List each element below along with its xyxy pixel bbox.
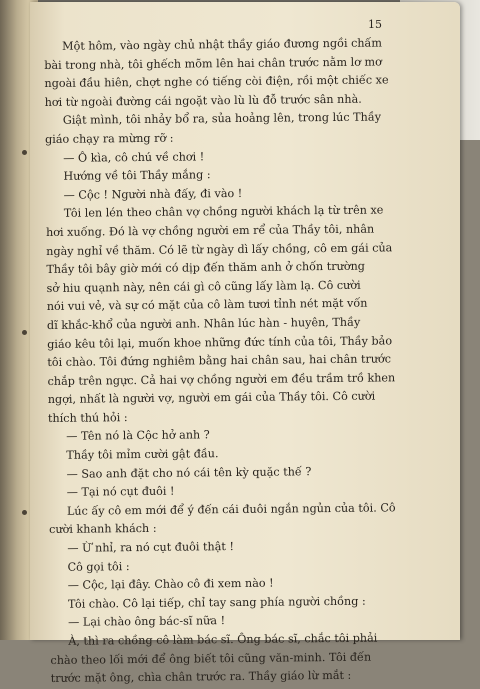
text-line: Lúc ấy cô em mới để ý đến cái đuôi ngắn ngủn của tôi. Cô bbox=[66, 501, 396, 518]
text-line: ngày nghỉ về thăm. Có lẽ từ ngày dì lấy chồng, cô em gái của bbox=[46, 240, 393, 258]
text-line: Một hôm, vào ngày chủ nhật thầy giáo đương ngồi chấm bbox=[62, 36, 383, 53]
text-line: giáo kêu tôi lại, muốn khoe những đức tính của tôi, Thầy bảo bbox=[47, 333, 393, 351]
text-line: bài trong nhà, tôi ghếch mõm lên hai chân trước nằm lơ mơ bbox=[44, 55, 382, 72]
text-line: thích thú hỏi : bbox=[47, 411, 128, 425]
text-line: — Ô kìa, cô chú về chơi ! bbox=[63, 149, 205, 165]
text-line: Tôi chào. Cô lại tiếp, chỉ tay sang phía người chồng : bbox=[67, 594, 366, 611]
text-line: dĩ khắc-khổ của người anh. Nhân lúc hàn - huyên, Thầy bbox=[46, 315, 361, 332]
text-line: ngoài đầu hiên, chợt nghe có tiếng còi điện, rồi một chiếc xe bbox=[44, 73, 389, 91]
text-line: Thầy tôi mỉm cười gật đầu. bbox=[66, 447, 219, 462]
text-line: cười khanh khách : bbox=[49, 522, 157, 537]
text-line: Giật mình, tôi nhảy bổ ra, sủa hoảng lên, trong lúc Thầy bbox=[62, 110, 382, 128]
text-line: ngợi, nhất là người vợ, người em gái của Thầy tôi. Cô cười bbox=[47, 389, 376, 407]
page-text bbox=[44, 34, 441, 689]
binding-stitch bbox=[22, 150, 27, 155]
text-line: sở hiu quạnh này, nên cái gì cô cũng lấy làm lạ. Cô cười bbox=[46, 278, 361, 295]
text-line: Thầy tôi bây giờ mới có dịp đến thăm anh ở chốn trường bbox=[46, 259, 365, 277]
text-line: — Cộc ! Người nhà đấy, đi vào ! bbox=[63, 186, 243, 202]
text-line: trước mặt ông, chìa chân trước ra. Thầy giáo lừ mắt : bbox=[50, 669, 352, 686]
text-line: hơi xuống. Đó là vợ chồng người em rể của Thầy tôi, nhân bbox=[45, 222, 375, 239]
text-line: giáo chạy ra mừng rỡ : bbox=[44, 131, 174, 146]
binding-stitch bbox=[22, 510, 27, 515]
text-line: — Tại nó cụt đuôi ! bbox=[66, 484, 175, 500]
text-line: À, thì ra chồng cô làm bác sĩ. Ông bác sĩ, chắc tôi phải bbox=[68, 631, 378, 648]
text-line: nói vui vẻ, và sự có mặt của cô làm tươi tỉnh nét mặt vốn bbox=[46, 296, 368, 314]
text-line: chắp trên ngực. Cả hai vợ chồng người em đều trầm trồ khen bbox=[47, 371, 396, 388]
text-line: — Sao anh đặt cho nó cái tên kỳ quặc thế ? bbox=[66, 464, 312, 481]
page-number: 15 bbox=[368, 18, 382, 31]
text-line: hơi từ ngoài đường cái ngoặt vào lù lù đỗ trước sân nhà. bbox=[44, 92, 362, 109]
text-line: — Ừ nhỉ, ra nó cụt đuôi thật ! bbox=[67, 540, 234, 555]
text-line: — Cộc, lại đây. Chào cô đi xem nào ! bbox=[67, 576, 274, 592]
text-line: chào theo lối mới để ông biết tôi cũng văn-minh. Tôi đến bbox=[50, 650, 372, 667]
text-line: Tôi len lén theo chân vợ chồng người khách lạ từ trên xe bbox=[63, 203, 384, 221]
text-line: Hướng về tôi Thầy mắng : bbox=[63, 168, 211, 183]
binding-stitch bbox=[22, 330, 27, 335]
text-line: — Lại chào ông bác-sĩ nữa ! bbox=[68, 614, 226, 630]
text-line: Cô gọi tôi : bbox=[67, 559, 130, 574]
text-line: tôi chào. Tôi đứng nghiêm bằng hai chân sau, hai chân trước bbox=[47, 352, 392, 370]
text-line: — Tên nó là Cộc hở anh ? bbox=[66, 428, 210, 444]
